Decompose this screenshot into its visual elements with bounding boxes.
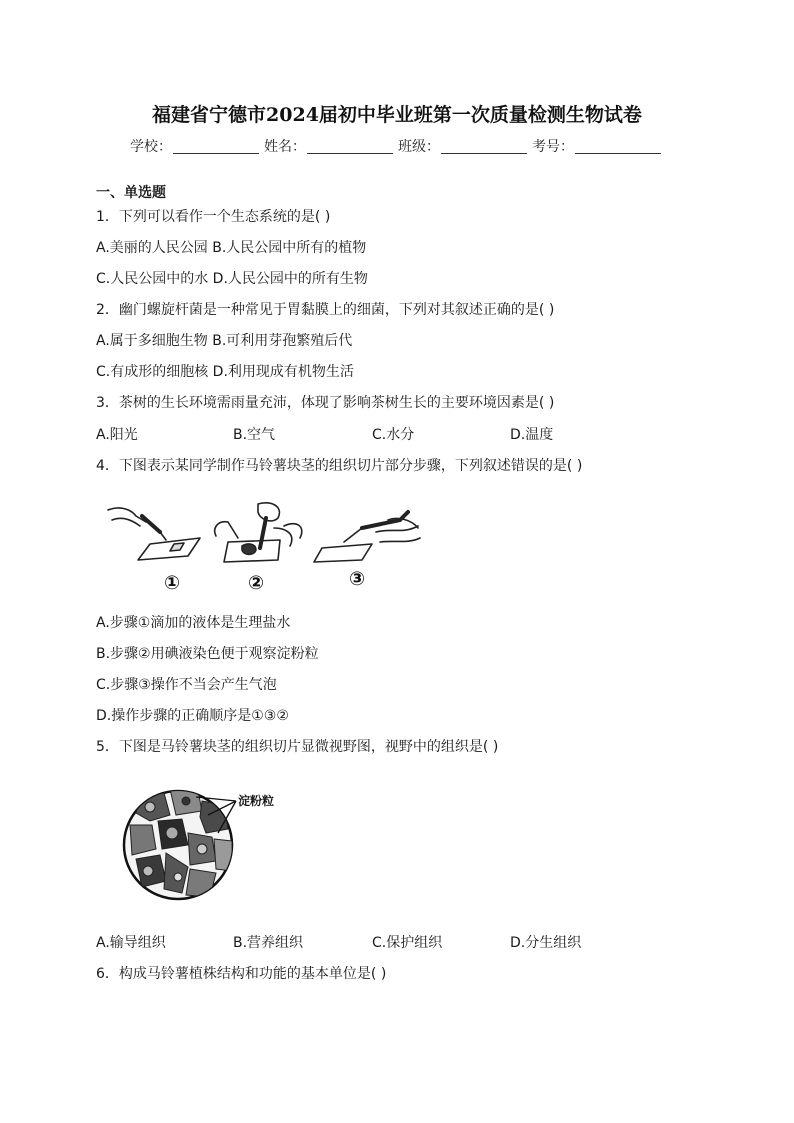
step2-illustration <box>215 503 302 562</box>
class-field[interactable] <box>441 139 527 154</box>
student-info-line <box>0 136 794 156</box>
q5-option-b: B.营养组织 <box>233 935 304 951</box>
q5-option-d: D.分生组织 <box>510 935 582 951</box>
q1-stem: 1．下列可以看作一个生态系统的是( ) <box>96 209 331 225</box>
q1-options-row2: C.人民公园中的水 D.人民公园中的所有生物 <box>96 271 368 287</box>
q3-stem: 3．茶树的生长环境需雨量充沛，体现了影响茶树生长的主要环境因素是( ) <box>96 395 555 411</box>
step3-illustration <box>314 512 420 562</box>
step2-label: ② <box>247 572 265 594</box>
q4-stem: 4．下图表示某同学制作马铃薯块茎的组织切片部分步骤，下列叙述错误的是( ) <box>96 458 583 474</box>
q4-option-a: A.步骤①滴加的液体是生理盐水 <box>96 615 291 631</box>
starch-grain-label: 淀粉粒 <box>238 794 275 808</box>
q2-options-row1: A.属于多细胞生物 B.可利用芽孢繁殖后代 <box>96 333 353 349</box>
q2-options-row2: C.有成形的细胞核 D.利用现成有机物生活 <box>96 364 354 380</box>
step1-label: ① <box>163 572 181 594</box>
q5-stem: 5．下图是马铃薯块茎的组织切片显微视野图，视野中的组织是( ) <box>96 739 499 755</box>
q2-stem: 2．幽门螺旋杆菌是一种常见于胃黏膜上的细菌，下列对其叙述正确的是( ) <box>96 302 555 318</box>
q5-microscope-figure <box>120 775 290 915</box>
q3-option-c: C.水分 <box>372 427 415 443</box>
name-field[interactable] <box>307 139 393 154</box>
q3-option-d: D.温度 <box>510 427 554 443</box>
q4-option-b: B.步骤②用碘液染色便于观察淀粉粒 <box>96 646 319 662</box>
number-label: 考号： <box>532 139 574 155</box>
q6-stem: 6．构成马铃薯植株结构和功能的基本单位是( ) <box>96 966 387 982</box>
step3-label: ③ <box>348 568 366 590</box>
section-heading: 一、单选题 <box>96 185 166 201</box>
class-label: 班级： <box>398 139 440 155</box>
q4-option-d: D.操作步骤的正确顺序是①③② <box>96 708 289 724</box>
exam-title: 福建省宁德市2024届初中毕业班第一次质量检测生物试卷 <box>152 104 642 126</box>
school-field[interactable] <box>173 139 259 154</box>
q1-options-row1: A.美丽的人民公园 B.人民公园中所有的植物 <box>96 240 367 256</box>
q5-option-c: C.保护组织 <box>372 935 443 951</box>
q4-option-c: C.步骤③操作不当会产生气泡 <box>96 677 277 693</box>
q3-option-b: B.空气 <box>233 427 276 443</box>
q5-option-a: A.输导组织 <box>96 935 166 951</box>
q3-option-a: A.阳光 <box>96 427 138 443</box>
q4-procedure-figure <box>100 498 425 594</box>
name-label: 姓名： <box>264 139 306 155</box>
number-field[interactable] <box>575 139 661 154</box>
step1-illustration <box>108 508 200 560</box>
school-label: 学校： <box>130 139 172 155</box>
